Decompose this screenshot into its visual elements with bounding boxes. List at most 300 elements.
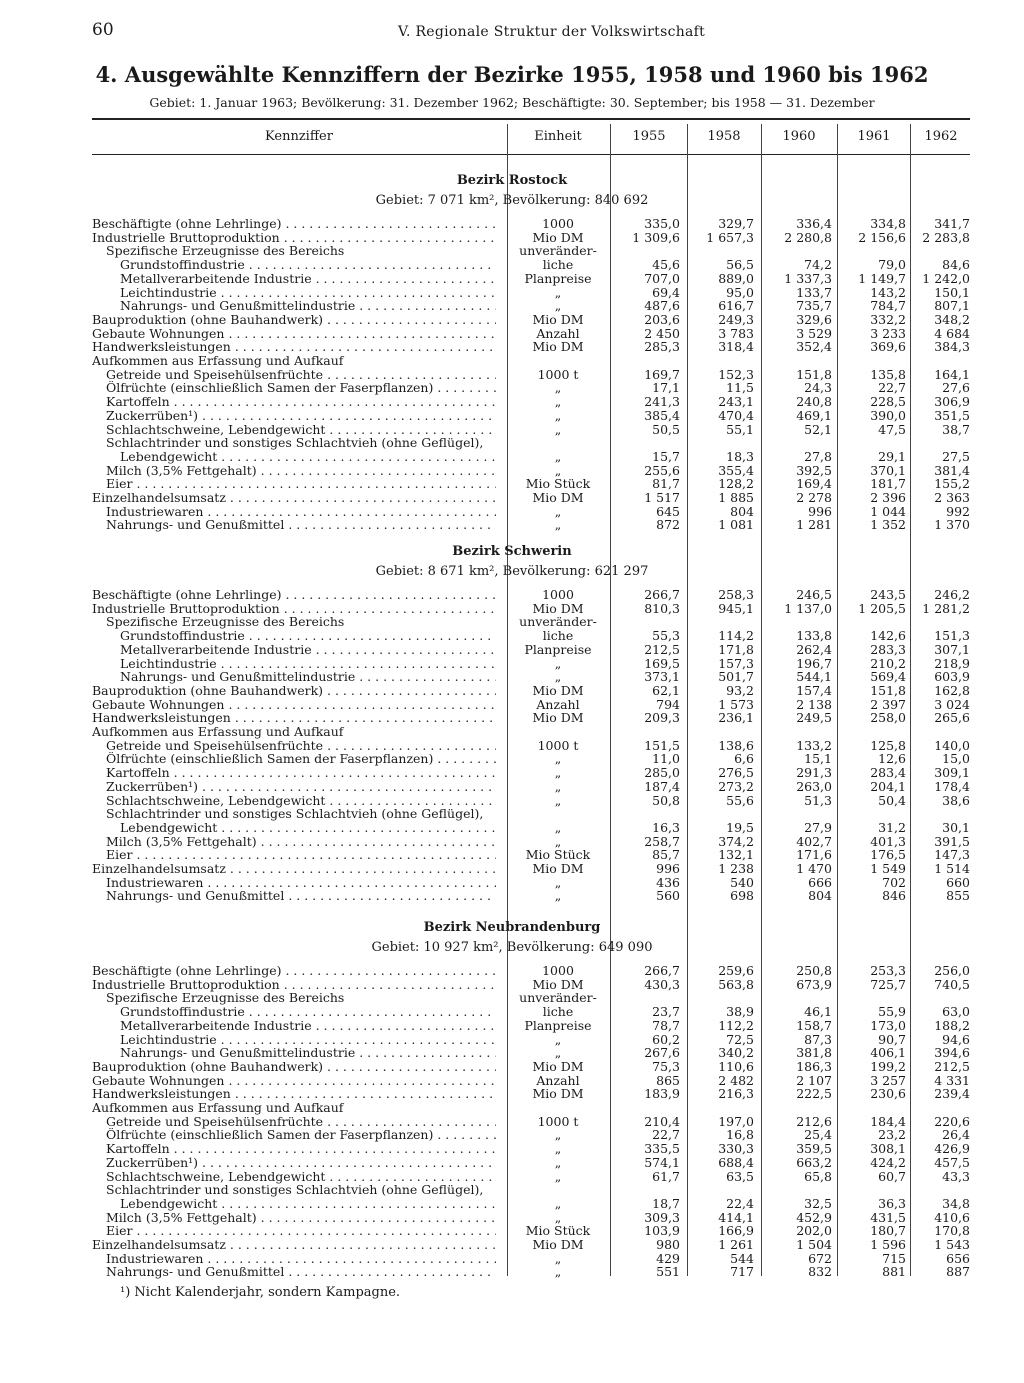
value-1960: 87,3: [804, 1031, 832, 1047]
value-1962: 188,2: [934, 1017, 970, 1033]
row-label: Industriewaren . . .: [92, 1252, 496, 1266]
row-label: Getreide und Speisehülsenfrüchte . . .: [92, 739, 496, 753]
value-1960: 402,7: [796, 833, 832, 849]
value-1960: 158,7: [796, 1017, 832, 1033]
value-1955: 151,5: [644, 737, 680, 753]
value-1955: 81,7: [652, 476, 680, 492]
value-1962: 15,0: [942, 751, 970, 767]
row-label: Grundstoffindustrie . . .: [92, 258, 496, 272]
value-1961: 702: [882, 874, 906, 890]
value-1961: 125,8: [870, 737, 906, 753]
row-unit: „: [554, 669, 562, 685]
value-1961: 3 257: [870, 1072, 906, 1088]
value-1958: 340,2: [718, 1045, 754, 1061]
row-label: Grundstoffindustrie . . .: [92, 629, 496, 643]
table-row: [0, 1252, 1024, 1266]
value-1955: 241,3: [644, 394, 680, 410]
value-1955: 11,0: [652, 751, 680, 767]
row-unit: „: [554, 517, 562, 533]
value-1960: 2 278: [796, 490, 832, 505]
value-1960: 666: [808, 874, 832, 890]
value-1961: 725,7: [870, 976, 906, 992]
value-1955: 487,6: [644, 298, 680, 314]
table-row: [0, 1156, 1024, 1170]
value-1955: 1 517: [644, 490, 680, 505]
row-unit: „: [554, 1264, 562, 1280]
value-1961: 55,9: [878, 1004, 906, 1020]
row-label: Eier . . .: [92, 477, 496, 491]
table-subtitle: Gebiet: 1. Januar 1963; Bevölkerung: 31. Dezember 1962; Beschäftigte: 30. September; bis 1958 — 31. Dezember: [149, 95, 875, 110]
value-1962: 384,3: [934, 339, 970, 355]
value-1962: 140,0: [934, 737, 970, 753]
value-1958: 355,4: [718, 462, 754, 478]
value-1961: 369,6: [870, 339, 906, 355]
row-unit: „: [554, 1141, 562, 1157]
value-1962: 34,8: [942, 1195, 970, 1211]
value-1958: 11,5: [726, 380, 754, 396]
value-1960: 202,0: [796, 1223, 832, 1239]
row-label: Ölfrüchte (einschließlich Samen der Faserpflanzen) . . .: [92, 752, 496, 766]
value-1960: 46,1: [804, 1004, 832, 1020]
row-label: Eier . . .: [92, 1224, 496, 1238]
table-row: [0, 231, 1024, 245]
value-1962: 265,6: [934, 710, 970, 726]
row-unit: „: [554, 394, 562, 410]
value-1955: 373,1: [644, 669, 680, 685]
value-1961: 23,2: [878, 1127, 906, 1143]
value-1960: 2 280,8: [784, 229, 832, 245]
value-1955: 17,1: [652, 380, 680, 396]
row-label: Getreide und Speisehülsenfrüchte . . .: [92, 1115, 496, 1129]
value-1962: 381,4: [934, 462, 970, 478]
value-1958: 2 482: [718, 1072, 754, 1088]
value-1961: 29,1: [878, 448, 906, 464]
row-unit: unveränder-: [519, 243, 597, 259]
value-1958: 38,9: [726, 1004, 754, 1020]
value-1960: 673,9: [796, 976, 832, 992]
header-year-1958: 1958: [707, 129, 741, 144]
value-1962: 2 283,8: [922, 229, 970, 245]
table-row: [0, 491, 1024, 505]
value-1960: 250,8: [796, 963, 832, 978]
value-1962: 603,9: [934, 669, 970, 685]
row-label: Leichtindustrie . . .: [92, 1033, 496, 1047]
value-1958: 166,9: [718, 1223, 754, 1239]
value-1955: 55,3: [652, 628, 680, 644]
value-1962: 3 024: [934, 696, 970, 712]
row-unit: „: [554, 407, 562, 423]
value-1958: 56,5: [726, 257, 754, 273]
value-1955: 645: [656, 503, 680, 519]
value-1962: 4 684: [934, 325, 970, 341]
value-1958: 236,1: [718, 710, 754, 726]
district-name: Bezirk Schwerin: [452, 544, 572, 559]
value-1960: 996: [808, 503, 832, 519]
value-1961: 258,0: [870, 710, 906, 726]
value-1958: 1 238: [718, 861, 754, 876]
table-row: [0, 340, 1024, 354]
value-1962: 150,1: [934, 284, 970, 300]
row-unit: „: [554, 1031, 562, 1047]
row-label: Milch (3,5% Fettgehalt) . . .: [92, 1211, 496, 1225]
row-unit: Anzahl: [536, 1072, 580, 1088]
value-1962: 1 281,2: [922, 600, 970, 616]
row-label: Handwerksleistungen . . .: [92, 340, 496, 354]
table-row: [0, 1238, 1024, 1252]
value-1958: 63,5: [726, 1168, 754, 1184]
row-label: Schlachtschweine, Lebendgewicht . . .: [92, 423, 496, 437]
value-1955: 209,3: [644, 710, 680, 726]
value-1960: 133,7: [796, 284, 832, 300]
value-1958: 6,6: [734, 751, 754, 767]
value-1962: 220,6: [934, 1113, 970, 1129]
row-label: Einzelhandelsumsatz . . .: [92, 862, 496, 876]
value-1958: 688,4: [718, 1154, 754, 1170]
value-1962: 410,6: [934, 1209, 970, 1225]
value-1960: 544,1: [796, 669, 832, 685]
value-1962: 457,5: [934, 1154, 970, 1170]
row-label: Eier . . .: [92, 848, 496, 862]
value-1961: 90,7: [878, 1031, 906, 1047]
value-1960: 663,2: [796, 1154, 832, 1170]
value-1955: 810,3: [644, 600, 680, 616]
value-1960: 196,7: [796, 655, 832, 671]
row-label: Schlachtschweine, Lebendgewicht . . .: [92, 1170, 496, 1184]
row-unit: „: [554, 1168, 562, 1184]
value-1955: 430,3: [644, 976, 680, 992]
value-1958: 112,2: [718, 1017, 754, 1033]
value-1962: 151,3: [934, 628, 970, 644]
row-unit: Anzahl: [536, 325, 580, 341]
row-unit: „: [554, 284, 562, 300]
table-row: [0, 1142, 1024, 1156]
table-row: [0, 258, 1024, 272]
value-1962: 164,1: [934, 366, 970, 382]
value-1955: 18,7: [652, 1195, 680, 1211]
value-1960: 51,3: [804, 792, 832, 808]
value-1955: 794: [656, 696, 680, 712]
value-1961: 715: [882, 1250, 906, 1266]
row-label: Spezifische Erzeugnisse des Bereichs: [106, 615, 345, 630]
value-1960: 249,5: [796, 710, 832, 726]
value-1961: 3 233: [870, 325, 906, 341]
value-1960: 359,5: [796, 1141, 832, 1157]
value-1958: 889,0: [718, 270, 754, 286]
value-1961: 180,7: [870, 1223, 906, 1239]
table-row: [0, 244, 1024, 258]
row-unit: 1000: [542, 963, 574, 978]
row-label: Nahrungs- und Genußmittelindustrie . . .: [92, 1046, 496, 1060]
row-label: Zuckerrüben¹) . . .: [92, 409, 496, 423]
value-1960: 832: [808, 1264, 832, 1280]
value-1960: 1 504: [796, 1237, 832, 1252]
value-1958: 22,4: [726, 1195, 754, 1211]
row-unit: Mio DM: [532, 311, 584, 327]
value-1962: 394,6: [934, 1045, 970, 1061]
value-1961: 176,5: [870, 847, 906, 863]
value-1961: 142,6: [870, 628, 906, 644]
value-1960: 1 281: [796, 517, 832, 533]
value-1960: 27,9: [804, 819, 832, 835]
row-label: Lebendgewicht . . .: [92, 1197, 496, 1211]
table-row: [0, 423, 1024, 437]
table-row: [0, 794, 1024, 808]
row-label: Aufkommen aus Erfassung und Aufkauf: [92, 354, 344, 368]
value-1955: 169,5: [644, 655, 680, 671]
value-1958: 470,4: [718, 407, 754, 423]
table-row: [0, 876, 1024, 890]
table-row: [0, 991, 1024, 1005]
value-1960: 133,8: [796, 628, 832, 644]
value-1961: 253,3: [870, 963, 906, 978]
row-unit: „: [554, 819, 562, 835]
table-row: [0, 588, 1024, 602]
table-row: [0, 643, 1024, 657]
district-info: Gebiet: 7 071 km², Bevölkerung: 840 692: [375, 193, 649, 208]
value-1962: 1 514: [934, 861, 970, 876]
value-1955: 335,5: [644, 1141, 680, 1157]
value-1958: 563,8: [718, 976, 754, 992]
value-1958: 55,1: [726, 421, 754, 437]
value-1962: 341,7: [934, 216, 970, 231]
value-1955: 45,6: [652, 257, 680, 273]
value-1958: 698: [730, 888, 754, 904]
value-1961: 2 397: [870, 696, 906, 712]
row-unit: „: [554, 792, 562, 808]
row-label: Spezifische Erzeugnisse des Bereichs: [106, 244, 345, 259]
row-unit: 1000 t: [537, 737, 579, 753]
value-1958: 804: [730, 503, 754, 519]
row-label: Lebendgewicht . . .: [92, 821, 496, 835]
row-label: Gebaute Wohnungen . . .: [92, 698, 496, 712]
value-1961: 50,4: [878, 792, 906, 808]
table-row: [0, 602, 1024, 616]
header-einheit: Einheit: [534, 129, 582, 144]
value-1961: 1 044: [870, 503, 906, 519]
value-1962: 307,1: [934, 641, 970, 657]
row-unit: „: [554, 380, 562, 396]
table-row: [0, 354, 1024, 368]
value-1960: 469,1: [796, 407, 832, 423]
table-row: [0, 889, 1024, 903]
row-label: Leichtindustrie . . .: [92, 657, 496, 671]
value-1961: 36,3: [878, 1195, 906, 1211]
row-unit: Mio Stück: [525, 1223, 591, 1239]
table-row: [0, 964, 1024, 978]
row-unit: „: [554, 462, 562, 478]
value-1962: 27,5: [942, 448, 970, 464]
value-1962: 38,6: [942, 792, 970, 808]
value-1960: 336,4: [796, 216, 832, 231]
value-1961: 1 149,7: [858, 270, 906, 286]
table-row: [0, 739, 1024, 753]
value-1955: 183,9: [644, 1086, 680, 1102]
row-label: Gebaute Wohnungen . . .: [92, 327, 496, 341]
row-unit: Planpreise: [524, 1017, 592, 1033]
value-1958: 55,6: [726, 792, 754, 808]
value-1958: 616,7: [718, 298, 754, 314]
value-1955: 203,6: [644, 311, 680, 327]
value-1960: 171,6: [796, 847, 832, 863]
row-unit: Mio DM: [532, 710, 584, 726]
value-1955: 62,1: [652, 682, 680, 698]
value-1961: 2 156,6: [858, 229, 906, 245]
value-1960: 1 470: [796, 861, 832, 876]
table-row: [0, 395, 1024, 409]
value-1958: 276,5: [718, 765, 754, 781]
row-label: Industrielle Bruttoproduktion . . .: [92, 602, 496, 616]
row-label: Industrielle Bruttoproduktion . . .: [92, 978, 496, 992]
value-1960: 381,8: [796, 1045, 832, 1061]
value-1955: 23,7: [652, 1004, 680, 1020]
value-1958: 138,6: [718, 737, 754, 753]
row-label: Spezifische Erzeugnisse des Bereichs: [106, 991, 345, 1006]
value-1961: 135,8: [870, 366, 906, 382]
value-1961: 173,0: [870, 1017, 906, 1033]
value-1961: 204,1: [870, 778, 906, 794]
value-1962: 94,6: [942, 1031, 970, 1047]
row-unit: Mio DM: [532, 600, 584, 616]
value-1962: 162,8: [934, 682, 970, 698]
value-1958: 128,2: [718, 476, 754, 492]
row-unit: „: [554, 778, 562, 794]
value-1962: 27,6: [942, 380, 970, 396]
value-1960: 1 337,3: [784, 270, 832, 286]
value-1961: 370,1: [870, 462, 906, 478]
value-1955: 60,2: [652, 1031, 680, 1047]
row-unit: liche: [542, 628, 574, 644]
value-1961: 283,4: [870, 765, 906, 781]
table-row: [0, 1265, 1024, 1279]
value-1962: 4 331: [934, 1072, 970, 1088]
value-1955: 309,3: [644, 1209, 680, 1225]
value-1958: 171,8: [718, 641, 754, 657]
row-unit: Planpreise: [524, 641, 592, 657]
value-1962: 348,2: [934, 311, 970, 327]
value-1958: 1 885: [718, 490, 754, 505]
row-unit: „: [554, 1127, 562, 1143]
row-label: Aufkommen aus Erfassung und Aufkauf: [92, 725, 344, 739]
value-1962: 855: [946, 888, 970, 904]
value-1960: 672: [808, 1250, 832, 1266]
table-row: [0, 518, 1024, 532]
value-1960: 291,3: [796, 765, 832, 781]
value-1958: 243,1: [718, 394, 754, 410]
value-1962: 807,1: [934, 298, 970, 314]
value-1961: 1 596: [870, 1237, 906, 1252]
row-label: Getreide und Speisehülsenfrüchte . . .: [92, 368, 496, 382]
value-1955: 335,0: [644, 216, 680, 231]
value-1958: 540: [730, 874, 754, 890]
row-label: Leichtindustrie . . .: [92, 286, 496, 300]
value-1958: 259,6: [718, 963, 754, 978]
value-1955: 560: [656, 888, 680, 904]
value-1955: 255,6: [644, 462, 680, 478]
row-label: Industriewaren . . .: [92, 505, 496, 519]
table-row: [0, 766, 1024, 780]
row-unit: „: [554, 1250, 562, 1266]
value-1962: 38,7: [942, 421, 970, 437]
row-label: Lebendgewicht . . .: [92, 450, 496, 464]
value-1962: 1 370: [934, 517, 970, 533]
value-1961: 424,2: [870, 1154, 906, 1170]
row-unit: liche: [542, 257, 574, 273]
row-unit: Planpreise: [524, 270, 592, 286]
value-1955: 50,8: [652, 792, 680, 808]
value-1955: 996: [656, 861, 680, 876]
value-1962: 218,9: [934, 655, 970, 671]
row-label: Metallverarbeitende Industrie . . .: [92, 272, 496, 286]
value-1960: 263,0: [796, 778, 832, 794]
table-row: [0, 978, 1024, 992]
value-1960: 240,8: [796, 394, 832, 410]
header-year-1960: 1960: [782, 129, 816, 144]
value-1961: 228,5: [870, 394, 906, 410]
value-1960: 212,6: [796, 1113, 832, 1129]
value-1962: 887: [946, 1264, 970, 1280]
table-row: [0, 1197, 1024, 1211]
value-1958: 3 783: [718, 325, 754, 341]
value-1955: 169,7: [644, 366, 680, 382]
row-label: Metallverarbeitende Industrie . . .: [92, 1019, 496, 1033]
value-1961: 143,2: [870, 284, 906, 300]
row-label: Schlachtrinder und sonstiges Schlachtvieh (ohne Geflügel),: [106, 1183, 484, 1198]
value-1961: 199,2: [870, 1058, 906, 1074]
row-unit: unveränder-: [519, 614, 597, 630]
value-1961: 12,6: [878, 751, 906, 767]
row-unit: „: [554, 655, 562, 671]
value-1958: 330,3: [718, 1141, 754, 1157]
value-1955: 69,4: [652, 284, 680, 300]
table-row: [0, 629, 1024, 643]
value-1958: 216,3: [718, 1086, 754, 1102]
row-label: Einzelhandelsumsatz . . .: [92, 1238, 496, 1252]
row-unit: „: [554, 1154, 562, 1170]
row-label: Beschäftigte (ohne Lehrlinge) . . .: [92, 588, 496, 602]
value-1958: 95,0: [726, 284, 754, 300]
value-1960: 735,7: [796, 298, 832, 314]
row-unit: Mio DM: [532, 976, 584, 992]
value-1962: 426,9: [934, 1141, 970, 1157]
value-1955: 15,7: [652, 448, 680, 464]
value-1955: 574,1: [644, 1154, 680, 1170]
value-1960: 74,2: [804, 257, 832, 273]
value-1961: 79,0: [878, 257, 906, 273]
row-label: Industriewaren . . .: [92, 876, 496, 890]
value-1960: 804: [808, 888, 832, 904]
row-label: Einzelhandelsumsatz . . .: [92, 491, 496, 505]
value-1958: 249,3: [718, 311, 754, 327]
value-1960: 52,1: [804, 421, 832, 437]
row-label: Bauproduktion (ohne Bauhandwerk) . . .: [92, 1060, 496, 1074]
row-label: Nahrungs- und Genußmittelindustrie . . .: [92, 670, 496, 684]
row-label: Nahrungs- und Genußmittel . . .: [92, 518, 496, 532]
value-1962: 391,5: [934, 833, 970, 849]
value-1958: 132,1: [718, 847, 754, 863]
value-1955: 980: [656, 1237, 680, 1252]
value-1961: 784,7: [870, 298, 906, 314]
value-1960: 222,5: [796, 1086, 832, 1102]
row-unit: „: [554, 1195, 562, 1211]
row-label: Nahrungs- und Genußmittelindustrie . . .: [92, 299, 496, 313]
value-1958: 1 261: [718, 1237, 754, 1252]
value-1962: 740,5: [934, 976, 970, 992]
value-1958: 114,2: [718, 628, 754, 644]
value-1960: 452,9: [796, 1209, 832, 1225]
row-label: Bauproduktion (ohne Bauhandwerk) . . .: [92, 313, 496, 327]
value-1961: 1 352: [870, 517, 906, 533]
value-1955: 1 309,6: [632, 229, 680, 245]
